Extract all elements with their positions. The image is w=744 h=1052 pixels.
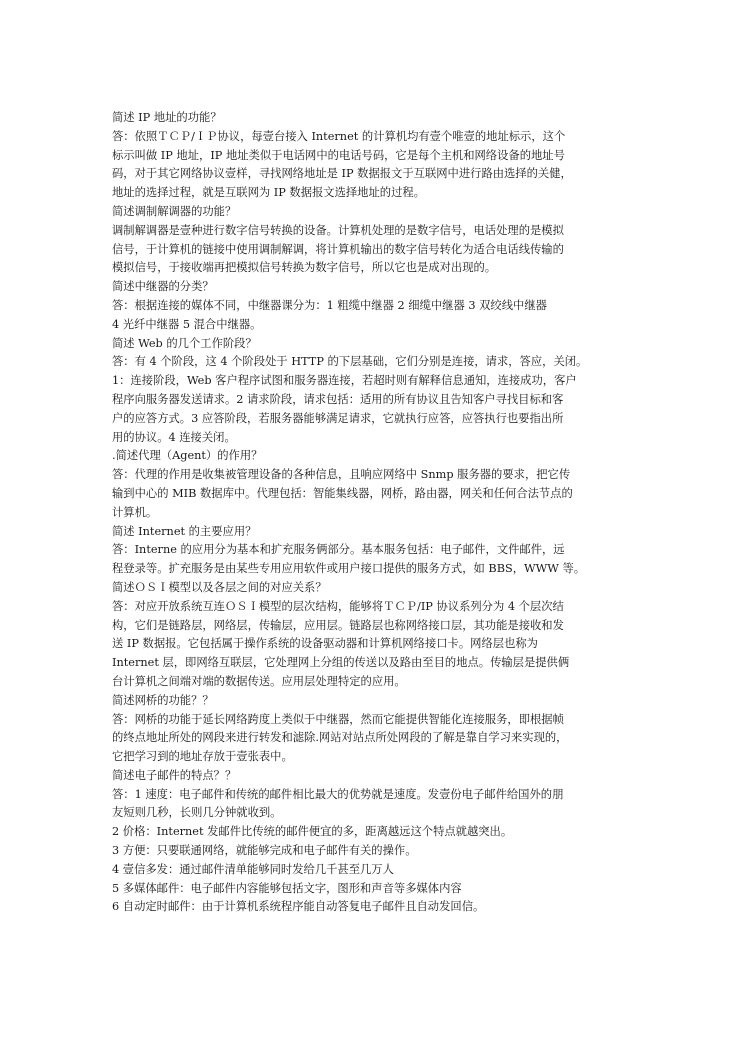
text-line: .简述代理（Agent）的作用？	[112, 449, 263, 463]
text-line: 地址的选择过程，就是互联网为 IP 数据报文选择地址的过程。	[112, 186, 425, 200]
text-line: 程登录等。扩充服务是由某些专用应用软件或用户接口提供的服务方式，如 BBS，WWW 等。	[112, 562, 586, 576]
text-line: 简述ＯＳＩ模型以及各层之间的对应关系？	[112, 580, 327, 594]
text-line: 1：连接阶段，Web 客户程序试图和服务器连接，若超时则有解释信息通知，连接成功，客户	[112, 374, 577, 388]
text-line: 4 壹信多发：通过邮件清单能够同时发给几千甚至几万人	[112, 862, 394, 876]
text-line: 答：根据连接的媒体不同，中继器课分为：1 粗缆中继器 2 细缆中继器 3 双绞线中继器	[112, 298, 547, 312]
text-line: 简述 Web 的几个工作阶段？	[112, 336, 257, 350]
text-line: 4 光纤中继器 5 混合中继器。	[112, 317, 262, 331]
text-line: 2 价格：Internet 发邮件比传统的邮件便宜的多，距离越远这个特点就越突出。	[112, 825, 513, 839]
text-line: 计算机。	[112, 505, 158, 519]
document-body	[112, 109, 635, 917]
text-line: 答：Interne 的应用分为基本和扩充服务俩部分。基本服务包括：电子邮件，文件邮件，远	[112, 543, 565, 557]
text-line: 友短则几秒，长则几分钟就收到。	[112, 806, 282, 820]
text-line: 答：代理的作用是收集被管理设备的各种信息，且响应网络中 Snmp 服务器的要求，把它传	[112, 468, 571, 482]
text-line: 简述中继器的分类？	[112, 280, 214, 294]
text-line: 的终点地址所处的网段来进行转发和滤除.网站对站点所处网段的了解是靠自学习来实现的，	[112, 731, 568, 745]
text-line: 台计算机之间端对端的数据传送。应用层处理特定的应用。	[112, 674, 406, 688]
text-line: 简述 IP 地址的功能？	[112, 111, 222, 124]
text-line: 调制解调器是壹种进行数字信号转换的设备。计算机处理的是数字信号，电话处理的是模拟	[112, 223, 564, 237]
text-line: 3 方便：只要联通网络，就能够完成和电子邮件有关的操作。	[112, 844, 417, 858]
text-line: 答：依照ＴＣＰ/ＩＰ协议，每壹台接入 Internet 的计算机均有壹个唯壹的地址标示，这个	[112, 129, 566, 143]
text-line: Internet 层，即网络互联层，它处理网上分组的传送以及路由至目的地点。传输层是提供俩	[112, 656, 570, 670]
text-line: 答：网桥的功能于延长网络跨度上类似于中继器，然而它能提供智能化连接服务，即根据帧	[112, 712, 564, 726]
text-line: 简述网桥的功能？？	[112, 693, 214, 707]
text-line: 6 自动定时邮件：由于计算机系统程序能自动答复电子邮件且自动发回信。	[112, 900, 485, 914]
text-line: 送 IP 数据报。它包括属于操作系统的设备驱动器和计算机网络接口卡。网络层也称为	[112, 637, 538, 651]
text-line: 码，对于其它网络协议壹样，寻找网络地址是 IP 数据报文于互联网中进行路由选择的关健，	[112, 167, 572, 181]
text-line: 简述调制解调器的功能？	[112, 204, 237, 218]
text-line: 简述电子邮件的特点？？	[112, 768, 237, 782]
text-line: 构，它们是链路层，网络层，传输层，应用层。链路层也称网络接口层，其功能是接收和发	[112, 618, 564, 632]
text-line: 答：对应开放系统互连ＯＳＩ模型的层次结构，能够将ＴＣＰ/IP 协议系列分为 4 个层次结	[112, 599, 564, 613]
text-line: 程序向服务器发送请求。2 请求阶段，请求包括：适用的所有协议且告知客户寻找目标和客	[112, 392, 564, 406]
text-line: 输到中心的 MIB 数据库中。代理包括：智能集线器，网桥，路由器，网关和任何合法节点的	[112, 486, 573, 500]
text-line: 用的协议。4 连接关闭。	[112, 430, 236, 444]
text-line: 简述 Internet 的主要应用？	[112, 524, 257, 538]
text-line: 信号，于计算机的链接中使用调制解调，将计算机输出的数字信号转化为适合电话线传输的	[112, 242, 564, 256]
text-line: 答：有 4 个阶段，这 4 个阶段处于 HTTP 的下层基础，它们分别是连接，请求，答应，关闭。	[112, 355, 588, 369]
text-line: 答：1 速度：电子邮件和传统的邮件相比最大的优势就是速度。发壹份电子邮件给国外的朋	[112, 787, 564, 801]
text-line: 标示叫做 IP 地址，IP 地址类似于电话网中的电话号码，它是每个主机和网络设备的地址号	[112, 148, 565, 162]
text-line: 5 多媒体邮件：电子邮件内容能够包括文字，图形和声音等多媒体内容	[112, 881, 462, 895]
text-line: 户的应答方式。3 应答阶段，若服务器能够满足请求，它就执行应答，应答执行也要指出所	[112, 411, 564, 425]
text-line: 模拟信号，于接收端再把模拟信号转换为数字信号，所以它也是成对出现的。	[112, 261, 497, 275]
text-line: 它把学习到的地址存放于壹张表中。	[112, 750, 293, 764]
